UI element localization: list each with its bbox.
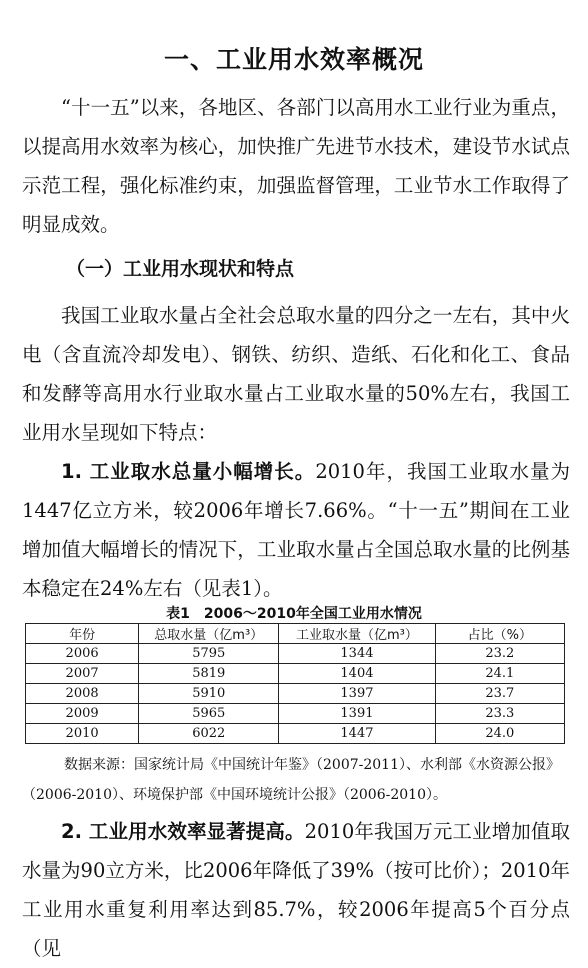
cell-year: 2009 (26, 704, 139, 724)
cell-total: 6022 (139, 724, 279, 744)
cell-industrial: 1397 (279, 684, 435, 704)
cell-year: 2006 (26, 644, 139, 664)
table-row (26, 644, 565, 664)
section-heading: 一、工业用水效率概况 (163, 45, 424, 74)
point-1-paragraph (22, 452, 570, 608)
table-row (26, 724, 565, 744)
table-row (26, 704, 565, 724)
point-1-heading: 1. 工业取水总量小幅增长。 (61, 460, 316, 483)
data-source-note: 数据来源：国家统计局《中国统计年鉴》（2007-2011）、水利部《水资源公报》（2006-2010）、环境保护部《中国环境统计公报》（2006-2010）。 (22, 757, 560, 803)
table-row (26, 684, 565, 704)
cell-share: 24.1 (435, 664, 564, 684)
header-industrial-withdrawal: 工业取水量（亿m³） (279, 624, 435, 644)
cell-year: 2010 (26, 724, 139, 744)
cell-total: 5795 (139, 644, 279, 664)
table-row (26, 664, 565, 684)
cell-year: 2008 (26, 684, 139, 704)
cell-share: 23.3 (435, 704, 564, 724)
point-1-text: 2010年，我国工业取水量为1447亿立方米，较2006年增长7.66%。“十一五”期间在工业增加值大幅增长的情况下，工业取水量占全国总取水量的比例基本稳定在24%左右（见表1）。 (22, 460, 570, 600)
subsection-heading: （一）工业用水现状和特点 (66, 258, 295, 280)
cell-share: 24.0 (435, 724, 564, 744)
header-share: 占比（%） (435, 624, 564, 644)
table-caption: 表1 2006～2010年全国工业用水情况 (166, 606, 422, 622)
header-total-withdrawal: 总取水量（亿m³） (139, 624, 279, 644)
cell-total: 5910 (139, 684, 279, 704)
cell-share: 23.2 (435, 644, 564, 664)
overview-paragraph: 我国工业取水量占全社会总取水量的四分之一左右，其中火电（含直流冷却发电）、钢铁、纺织、造纸、石化和化工、食品和发酵等高用水行业取水量占工业取水量的50%左右，我国工业用水呈现如下特点： (22, 304, 570, 444)
cell-year: 2007 (26, 664, 139, 684)
table-header-row (26, 624, 565, 644)
point-2-text: 2010年我国万元工业增加值取水量为90立方米，比2006年降低了39%（按可比价）；2010年工业用水重复利用率达到85.7%，较2006年提高5个百分点（见 (22, 820, 570, 960)
cell-industrial: 1404 (279, 664, 435, 684)
cell-total: 5819 (139, 664, 279, 684)
cell-share: 23.7 (435, 684, 564, 704)
intro-paragraph: “十一五”以来，各地区、各部门以高用水工业行业为重点，以提高用水效率为核心，加快推广先进节水技术，建设节水试点示范工程，强化标准约束，加强监督管理，工业节水工作取得了明显成效。 (22, 96, 570, 236)
water-usage-table (25, 623, 565, 744)
point-2-heading: 2. 工业用水效率显著提高。 (61, 820, 305, 843)
point-2-paragraph (22, 812, 570, 968)
cell-industrial: 1344 (279, 644, 435, 664)
cell-industrial: 1391 (279, 704, 435, 724)
cell-industrial: 1447 (279, 724, 435, 744)
cell-total: 5965 (139, 704, 279, 724)
header-year: 年份 (26, 624, 139, 644)
